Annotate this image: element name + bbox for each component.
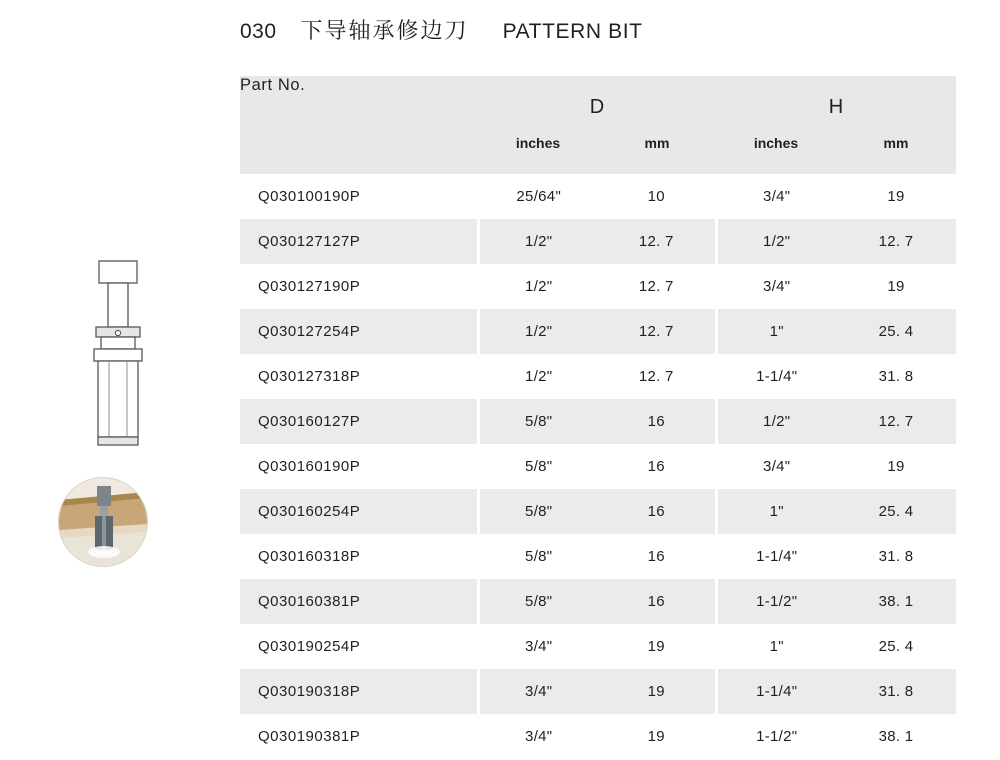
cell-part-no: Q030127318P (258, 368, 361, 385)
cell-h-mm: 25. 4 (878, 638, 914, 655)
cell-d-inches: 1/2" (478, 309, 598, 354)
cell-d-mm: 19 (647, 728, 665, 745)
cell-h-mm: 31. 8 (878, 548, 914, 565)
table-row (240, 309, 956, 354)
cell-h-inches: 3/4" (716, 264, 836, 309)
specification-table-wrapper (240, 76, 956, 759)
cell-h-mm: 31. 8 (878, 368, 914, 385)
cell-h-mm: 31. 8 (836, 669, 956, 714)
column-header-d-inches: inches (515, 135, 561, 151)
cell-h-inches: 1-1/4" (716, 354, 836, 399)
cell-h-mm: 19 (887, 278, 905, 295)
cell-h-mm: 25. 4 (836, 489, 956, 534)
cell-part-no: Q030127254P (240, 309, 478, 354)
cell-d-inches: 5/8" (478, 489, 598, 534)
router-bit-application-photo (58, 477, 148, 567)
column-header-d-mm: mm (644, 135, 670, 151)
cell-part-no: Q030160190P (258, 458, 361, 475)
cell-d-mm: 16 (598, 489, 716, 534)
cell-h-inches: 1/2" (716, 399, 836, 444)
table-row (240, 264, 956, 309)
column-header-group-h (716, 76, 956, 174)
cell-h-inches: 1" (716, 309, 836, 354)
table-row (240, 579, 956, 624)
cell-d-inches: 1/2" (478, 354, 598, 399)
cell-d-mm: 16 (647, 458, 665, 475)
table-row (240, 444, 956, 489)
table-header-row (240, 76, 956, 174)
cell-part-no: Q030160318P (258, 548, 361, 565)
cell-d-inches: 3/4" (478, 669, 598, 714)
cell-d-mm: 19 (598, 669, 716, 714)
table-row (240, 669, 956, 714)
cell-d-mm: 19 (647, 638, 665, 655)
cell-h-mm: 12. 7 (836, 399, 956, 444)
cell-d-mm: 16 (598, 399, 716, 444)
table-row (240, 399, 956, 444)
cell-d-mm: 12. 7 (598, 219, 716, 264)
cell-h-inches: 1-1/4" (716, 534, 836, 579)
cell-h-inches: 3/4" (716, 444, 836, 489)
illustration-column (40, 255, 200, 465)
cell-part-no: Q030190254P (258, 638, 361, 655)
cell-d-inches: 3/4" (478, 714, 598, 759)
specification-table (240, 76, 956, 759)
table-row (240, 354, 956, 399)
cell-d-mm: 16 (598, 579, 716, 624)
router-bit-technical-drawing (58, 255, 178, 465)
cell-d-inches: 1/2" (478, 219, 598, 264)
cell-part-no: Q030160127P (240, 399, 478, 444)
cell-part-no: Q030127190P (258, 278, 361, 295)
cell-d-inches: 25/64" (478, 174, 598, 219)
cell-h-inches: 1" (716, 624, 836, 669)
cell-d-mm: 12. 7 (598, 309, 716, 354)
cell-part-no: Q030127127P (240, 219, 478, 264)
product-title-chinese: 下导轴承修边刀 (300, 18, 469, 43)
cell-h-inches: 3/4" (716, 174, 836, 219)
cell-d-inches: 1/2" (478, 264, 598, 309)
column-header-d-label: D (589, 96, 605, 118)
page-title (240, 14, 643, 45)
cell-h-mm: 38. 1 (878, 728, 914, 745)
table-row (240, 174, 956, 219)
table-row (240, 534, 956, 579)
cell-part-no: Q030190318P (240, 669, 478, 714)
cell-d-mm: 12. 7 (638, 368, 674, 385)
cell-h-mm: 19 (887, 188, 905, 205)
cell-part-no: Q030100190P (258, 188, 361, 205)
cell-d-mm: 12. 7 (638, 278, 674, 295)
column-header-h-label: H (828, 96, 844, 118)
cell-d-mm: 16 (647, 548, 665, 565)
cell-h-inches: 1" (716, 489, 836, 534)
cell-h-inches: 1/2" (716, 219, 836, 264)
column-header-h-inches: inches (753, 135, 799, 151)
cell-h-mm: 38. 1 (836, 579, 956, 624)
cell-h-mm: 12. 7 (836, 219, 956, 264)
cell-h-mm: 25. 4 (836, 309, 956, 354)
cell-h-inches: 1-1/2" (716, 714, 836, 759)
table-row (240, 489, 956, 534)
product-title-english: PATTERN BIT (502, 20, 643, 43)
column-header-h-mm: mm (883, 135, 909, 151)
cell-h-inches: 1-1/4" (716, 669, 836, 714)
cell-d-inches: 5/8" (478, 444, 598, 489)
table-row (240, 219, 956, 264)
cell-h-inches: 1-1/2" (716, 579, 836, 624)
table-body (240, 174, 956, 759)
cell-d-inches: 5/8" (478, 579, 598, 624)
column-header-part-no: Part No. (240, 76, 478, 174)
cell-h-mm: 19 (887, 458, 905, 475)
cell-d-inches: 5/8" (478, 399, 598, 444)
column-header-group-d (478, 76, 716, 174)
table-row (240, 624, 956, 669)
cell-d-inches: 5/8" (478, 534, 598, 579)
cell-d-inches: 3/4" (478, 624, 598, 669)
cell-part-no: Q030160381P (240, 579, 478, 624)
table-row (240, 714, 956, 759)
cell-part-no: Q030160254P (240, 489, 478, 534)
cell-part-no: Q030190381P (258, 728, 361, 745)
cell-d-mm: 10 (647, 188, 665, 205)
product-code: 030 (240, 20, 277, 43)
